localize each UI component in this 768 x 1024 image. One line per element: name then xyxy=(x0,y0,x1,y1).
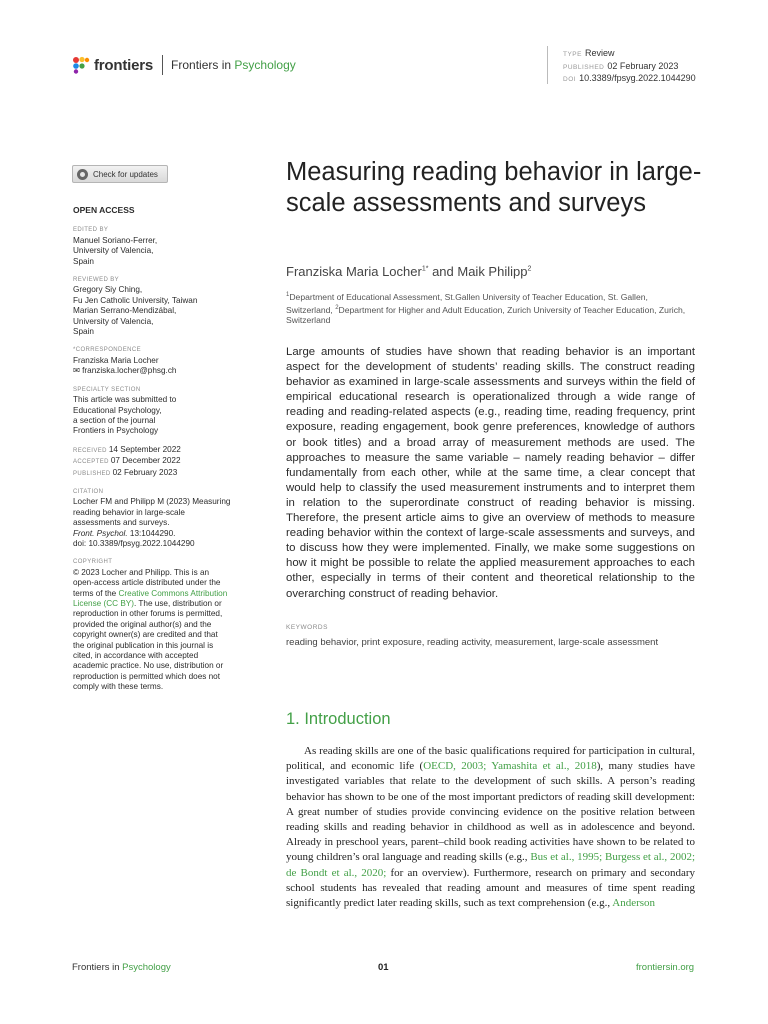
copyright-line: cited, in accordance with accepted xyxy=(73,651,199,661)
author-conjunction: and xyxy=(428,264,458,279)
affiliation-2: Department for Higher and Adult Education, Zurich University of Teacher Education, Zurich, Switzerland xyxy=(286,304,686,326)
editor-line: Spain xyxy=(73,256,94,266)
reviewer-line: Fu Jen Catholic University, Taiwan xyxy=(73,295,198,305)
affiliation-marker: 1 xyxy=(286,292,290,298)
received-row xyxy=(73,445,258,456)
editor-line: Manuel Soriano-Ferrer, xyxy=(73,235,158,245)
citation-volume: 13:1044290. xyxy=(127,528,176,538)
copyright-line xyxy=(73,589,258,599)
reviewer-line: Gregory Siy Ching, xyxy=(73,285,143,295)
copyright-line: reproduction is permitted which does not xyxy=(73,671,220,681)
received-date: 14 September 2022 xyxy=(108,444,181,454)
specialty-line: Educational Psychology, xyxy=(73,405,162,415)
copyright-line: copyright owner(s) are credited and that xyxy=(73,630,218,640)
journal-title: Psychology xyxy=(234,58,296,72)
correspondence-email: franziska.locher@phsg.ch xyxy=(82,366,177,376)
received-label: RECEIVED xyxy=(73,447,107,454)
copyright-line xyxy=(73,599,258,609)
accepted-row xyxy=(73,456,258,467)
meta-divider xyxy=(547,46,548,84)
frontiers-logo[interactable] xyxy=(72,55,296,75)
copyright-pre-link: terms of the xyxy=(73,588,119,598)
copyright-line: academic practice. No use, distribution or xyxy=(73,661,224,671)
footer-journal[interactable] xyxy=(72,962,171,973)
article-title: Measuring reading behavior in large-scale assessments and surveys xyxy=(286,158,702,217)
type-label: TYPE xyxy=(563,51,582,58)
footer-site-link[interactable]: frontiersin.org xyxy=(636,962,695,973)
article-info-sidebar xyxy=(73,205,258,693)
specialty-line: a section of the journal xyxy=(73,415,156,425)
footer-journal-prefix: Frontiers in xyxy=(72,962,123,973)
introduction-paragraph xyxy=(286,744,695,911)
logo-text: frontiers xyxy=(94,56,154,74)
frontiers-logo-icon xyxy=(72,56,90,74)
copyright-line: © 2023 Locher and Philipp. This is an xyxy=(73,567,210,577)
affiliation-1: Department of Educational Assessment, St.Gallen University of Teacher Education, St. Gallen, Switzerland, xyxy=(286,291,648,315)
published-label: PUBLISHED xyxy=(563,63,605,71)
citation-link[interactable]: Anderson xyxy=(612,897,656,910)
keywords-list: reading behavior, print exposure, reading activity, measurement, large-scale assessment xyxy=(286,637,659,648)
license-link[interactable]: Creative Commons Attribution xyxy=(118,588,228,598)
correspondence-name: Franziska Maria Locher xyxy=(73,355,159,365)
abstract-text: Large amounts of studies have shown that reading behavior is an important aspect for the development of students’ reading skills. The construct reading behavior as examined in large-scale assessments and surveys within the field of empirical educational research is operationalized through a wide range of reading and reading-related aspects (e.g., reading time, reading frequency, print exposure, reading engagement, book genre preferences, knowledge of authors or book titles) and a broad array of measurement methods are used. The approaches to measure the same variable – namely reading behavior – differ fundamentally from each other, while at the same time, a clear concept that would help to classify the used measurement instruments and to interpret them in relation to the superordinate construct of reading behavior is missing. Therefore, the present article aims to give an overview of methods to measure reading behavior within the context of large-scale assessments and surveys, and to discuss how they were implemented. Finally, we make some suggestions on how it might be possible to relate the applied measurement approaches to each other, especially in terms of their content and theoretical relationship to the overarching construct of reading behavior. xyxy=(286,346,695,600)
section-heading: 1. Introduction xyxy=(286,710,391,728)
affiliations xyxy=(286,290,696,326)
doi-label: DOI xyxy=(563,76,577,83)
citation-link[interactable]: Bus et al., 1995; Burgess et al., 2002; de Bondt et al., 2020; xyxy=(286,851,695,879)
accepted-date: 07 December 2022 xyxy=(110,456,181,466)
copyright-post-link: . The use, distribution or xyxy=(133,599,222,608)
logo-divider xyxy=(162,55,163,75)
reviewed-by-label: REVIEWED BY xyxy=(73,277,120,284)
author-list xyxy=(286,264,531,279)
crossmark-icon xyxy=(77,169,88,180)
published-row xyxy=(73,468,258,479)
reviewer-line: Spain xyxy=(73,327,94,337)
check-for-updates-button[interactable] xyxy=(72,165,168,183)
journal-prefix: Frontiers in xyxy=(171,58,235,72)
affiliation-marker: 2 xyxy=(335,304,339,311)
body-text-part: ), many studies have investigated variables that relate to the development of such skills. A person’s reading behavior has shown to be one of the most important predictors of reading skill development: A great number of studies provide convincing evidence on the positive relation between reading skills and reading behavior in childhood as well as in adolescence and beyond. Already in preschool years, parent–child book reading activities have shown to be related to young children’s oral language and reading skills (e.g., xyxy=(286,760,695,864)
copyright-line: open-access article distributed under the xyxy=(73,578,221,588)
check-updates-label: Check for updates xyxy=(93,169,158,179)
copyright-line: reproduction in other forums is permitted, xyxy=(73,609,223,619)
citation-link[interactable]: OECD, 2003; Yamashita et al., 2018 xyxy=(423,760,597,773)
body-text-part: As reading skills are one of the basic qualifications required for participation in cultural, political, and economic life ( xyxy=(286,745,695,773)
specialty-line: This article was submitted to xyxy=(73,395,177,405)
copyright-label: COPYRIGHT xyxy=(73,559,113,566)
editor-line: University of Valencia, xyxy=(73,246,154,256)
citation-line: Locher FM and Philipp M (2023) Measuring xyxy=(73,497,231,507)
citation-journal: Front. Psychol. xyxy=(73,528,128,538)
keywords-label: KEYWORDS xyxy=(286,624,328,631)
sidebar-published-label: PUBLISHED xyxy=(73,470,111,477)
footer-journal-name: Psychology xyxy=(122,962,171,973)
type-value: Review xyxy=(584,48,615,58)
reviewer-line: Marian Serrano-Mendizábal, xyxy=(73,306,177,316)
doi-value[interactable]: 10.3389/fpsyg.2022.1044290 xyxy=(579,73,696,83)
copyright-line: the original publication in this journal is xyxy=(73,640,214,650)
body-text-part: for an overview). Furthermore, research on primary and secondary school students has revealed that reading amount and measures of time spent reading significantly predict later reading skills, such as text comprehension (e.g., xyxy=(286,866,695,910)
citation-doi[interactable]: doi: 10.3389/fpsyg.2022.1044290 xyxy=(73,538,195,548)
accepted-label: ACCEPTED xyxy=(73,459,109,466)
author-name[interactable]: Maik Philipp xyxy=(457,264,528,279)
sidebar-published-date: 02 February 2023 xyxy=(112,467,178,477)
article-meta xyxy=(563,48,696,86)
open-access-heading: OPEN ACCESS xyxy=(73,205,135,215)
citation-journal-line xyxy=(73,529,258,539)
copyright-line: provided the original author(s) and the xyxy=(73,619,212,629)
correspondence-label: *CORRESPONDENCE xyxy=(73,347,142,354)
envelope-icon: ✉ xyxy=(73,366,83,376)
edited-by-label: EDITED BY xyxy=(73,227,109,234)
correspondence-email-row[interactable] xyxy=(73,366,258,376)
copyright-line: comply with these terms. xyxy=(73,682,164,692)
author-affiliation-marker: 2 xyxy=(527,265,532,273)
page-number: 01 xyxy=(378,962,389,973)
citation-line: assessments and surveys. xyxy=(73,518,170,528)
license-link-cont[interactable]: License (CC BY) xyxy=(73,599,134,608)
author-name[interactable]: Franziska Maria Locher xyxy=(286,264,422,279)
author-affiliation-marker: 1* xyxy=(421,265,429,273)
specialty-section-label: SPECIALTY SECTION xyxy=(73,386,141,393)
citation-label: CITATION xyxy=(73,488,104,495)
published-value: 02 February 2023 xyxy=(607,60,679,71)
specialty-line: Frontiers in Psychology xyxy=(73,426,159,436)
journal-name[interactable] xyxy=(171,58,296,72)
reviewer-line: University of Valencia, xyxy=(73,316,154,326)
citation-line: reading behavior in large-scale xyxy=(73,507,185,517)
